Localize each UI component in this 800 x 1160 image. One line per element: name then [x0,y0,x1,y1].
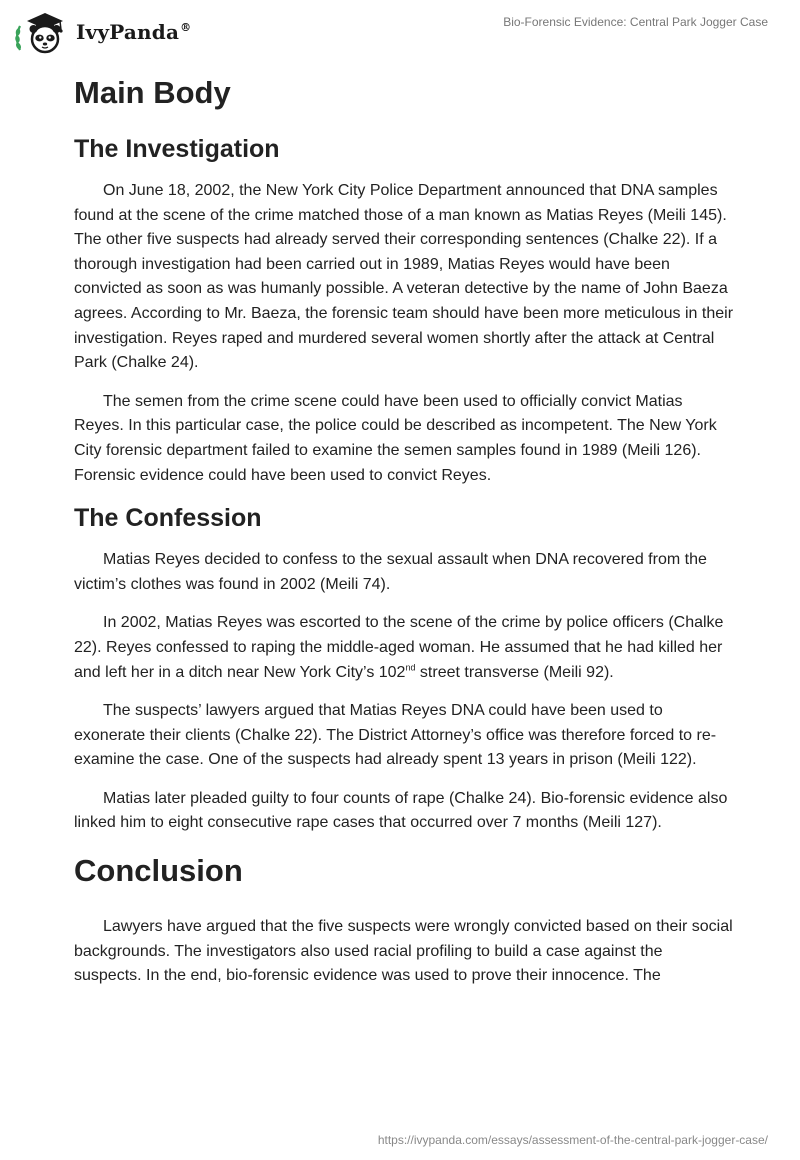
main-body-heading: Main Body [74,75,231,110]
confession-paragraph-1: Matias Reyes decided to confess to the sexual assault when DNA recovered from the victim’s clothes was found in 2002 (Meili 74). [74,551,707,593]
document-title: Bio-Forensic Evidence: Central Park Jogger Case [503,15,768,29]
panda-graduate-icon [14,8,72,56]
page-header [0,0,800,64]
investigation-paragraph-2: The semen from the crime scene could have been used to officially convict Matias Reyes. In this particular case, the police could be described as incompetent. The New York City forensic department failed to examine the semen samples found in 1989 (Meili 126). Forensic evidence could have been used to convict Reyes. [74,392,717,484]
confession-paragraph-4: Matias later pleaded guilty to four counts of rape (Chalke 24). Bio-forensic evidence also linked him to eight consecutive rape cases that occurred over 7 months (Meili 127). [74,789,728,832]
ordinal-suffix: nd [405,662,416,673]
brand-name [76,20,191,44]
investigation-paragraph-1: On June 18, 2002, the New York City Police Department announced that DNA samples found at the scene of the crime matched those of a man known as Matias Reyes (Meili 145). The other five suspects had already served their corresponding sentences (Chalke 22). If a thorough investigation had been carried out in 1989, Matias Reyes would have been convicted as soon as was humanly possible. A veteran detective by the name of John Baeza agrees. According to Mr. Baeza, the forensic team should have been more meticulous in their investigation. Reyes raped and murdered several women shortly after the attack at Central Park (Chalke 24). [74,182,734,372]
confession-paragraph-2-text-a: In 2002, Matias Reyes was escorted to the scene of the crime by police officers (Chalke 22). Reyes confessed to raping the middle-aged woman. He assumed that he had killed her and left her in a ditch near New York City’s 102 [74,614,724,681]
investigation-heading: The Investigation [74,135,280,163]
source-url-link[interactable]: https://ivypanda.com/essays/assessment-of-the-central-park-jogger-case/ [377,1133,768,1147]
confession-heading: The Confession [74,504,262,533]
registered-mark: ® [180,21,192,35]
brand-wordmark: IvyPanda [76,20,180,44]
conclusion-paragraph-1: Lawyers have argued that the five suspects were wrongly convicted based on their social backgrounds. The investigators also used racial profiling to build a case against the suspects. In the end, bio-forensic evidence was used to prove their innocence. The [74,918,733,985]
ivypanda-logo[interactable] [14,8,191,56]
confession-paragraph-3: The suspects’ lawyers argued that Matias Reyes DNA could have been used to exonerate their clients (Chalke 22). The District Attorney’s office was therefore forced to re-examine the case. One of the suspects had already spent 13 years in prison (Meili 122). [74,702,717,769]
confession-paragraph-2-text-b: street transverse (Meili 92). [415,663,614,681]
confession-paragraph-2 [74,611,734,685]
essay-content [74,68,734,1003]
conclusion-heading: Conclusion [74,853,243,889]
